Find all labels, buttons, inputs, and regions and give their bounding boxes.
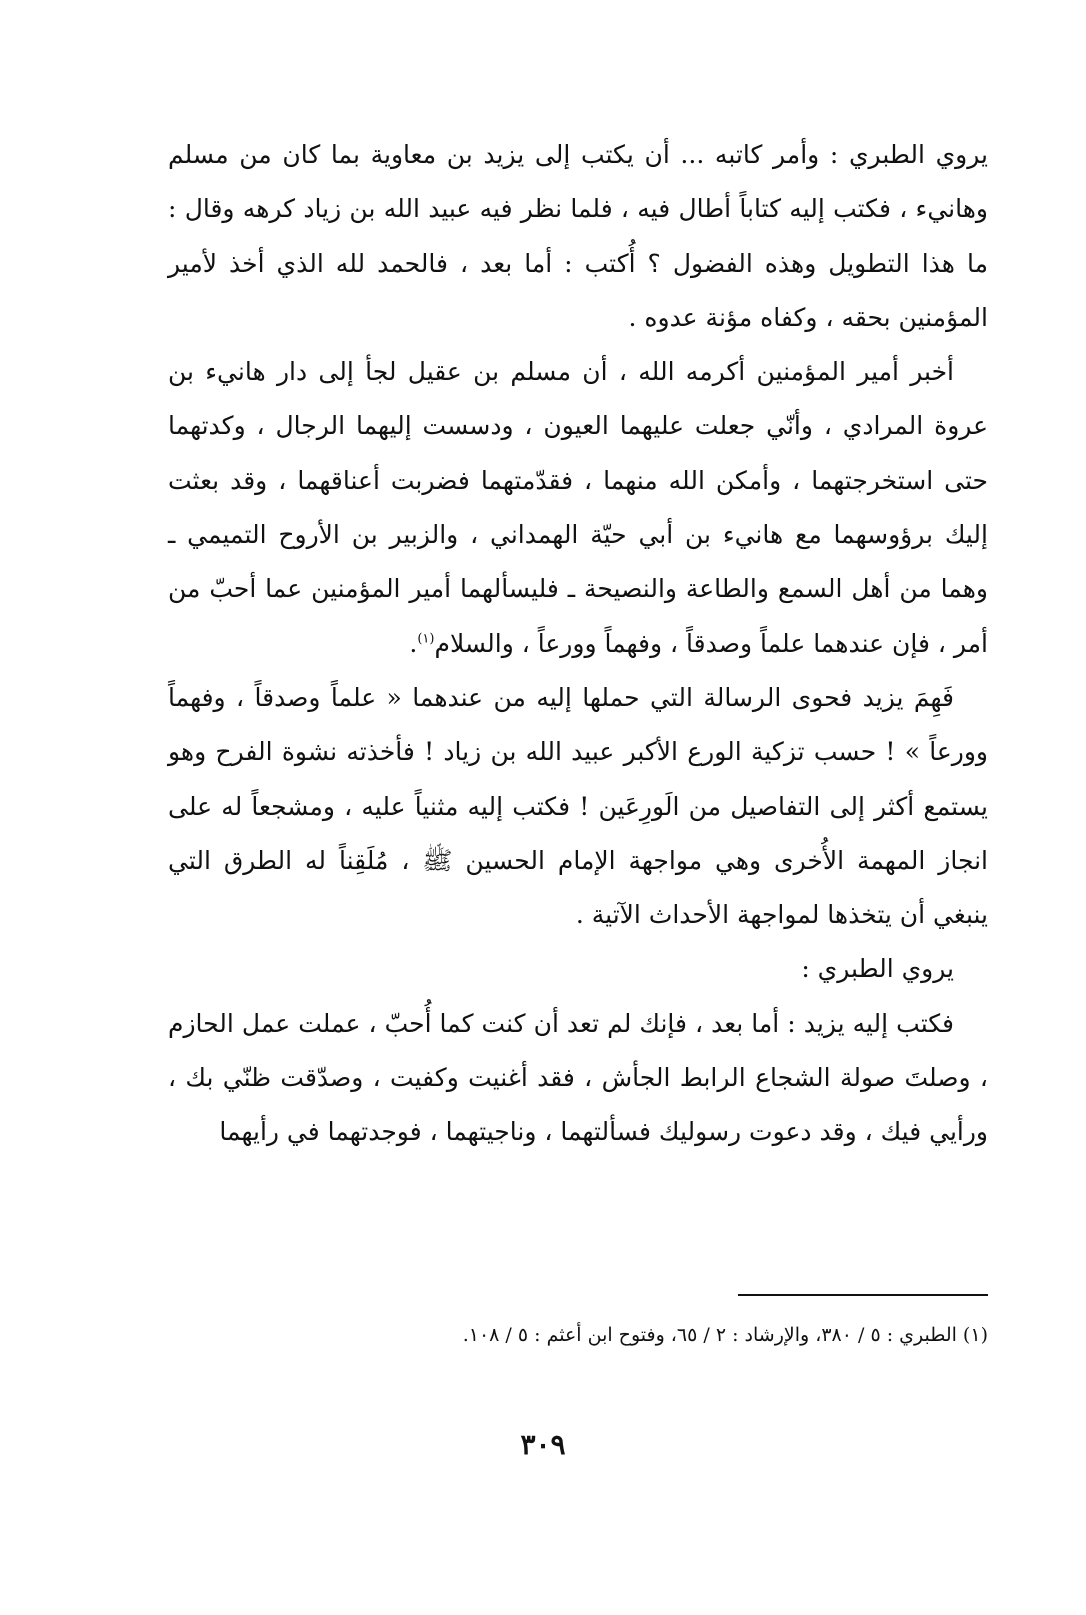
paragraph-yazid-understood [168,671,988,942]
footnote [168,1318,988,1352]
footnote-text: (١) الطبري : ٥ / ٣٨٠، والإرشاد : ٢ / ٦٥، وفتوح ابن أعثم : ٥ / ١٠٨. [462,1324,988,1346]
body-text [168,128,988,1160]
paragraph-text: يروي الطبري : وأمر كاتبه ... أن يكتب إلى يزيد بن معاوية بما كان من مسلم وهانيء ، فكتب إليه كتاباً أطال فيه ، فلما نظر فيه عبيد الله بن زياد كرهه وقال : ما هذا التطويل وهذه الفضول ؟ أُكتب : أما بعد ، فالحمد لله الذي أخذ لأمير المؤمنين بحقه ، وكفاه مؤنة عدوه . [168,140,988,332]
paragraph-tabari-heading [168,942,988,996]
paragraph-text: يروي الطبري : [801,954,954,984]
paragraph-tabari-letter-intro [168,128,988,345]
page-number: ٣٠٩ [520,1428,566,1461]
footnote-divider [738,1294,988,1296]
paragraph-text: فكتب إليه يزيد : أما بعد ، فإنك لم تعد أن كنت كما أُحبّ ، عملت عمل الحازم ، وصلتَ صولة الشجاع الرابط الجأش ، فقد أغنيت وكفيت ، وصدّقت ظنّي بك ، ورأيي فيك ، وقد دعوت رسوليك فسألتهما ، وناجيتهما ، فوجدتهما في رأيهما [168,1008,988,1147]
paragraph-tail: . [409,628,418,658]
footnote-reference[interactable]: (١) [417,631,435,647]
paragraph-text: فَهِمَ يزيد فحوى الرسالة التي حملها إليه من عندهما « علماً وصدقاً ، وفهماً وورعاً » ! حسب تزكية الورع الأكبر عبيد الله بن زياد ! فأخذته نشوة الفرح وهو يستمع أكثر إلى التفاصيل من الَورِعَين ! فكتب إليه مثنياً عليه ، ومشجعاً له على انجاز المهمة الأُخرى وهي مواجهة الإمام الحسين ﷺ ، مُلَقِناً له الطرق التي ينبغي أن يتخذها لمواجهة الأحداث الآتية . [168,682,988,930]
paragraph-text: أخبر أمير المؤمنين أكرمه الله ، أن مسلم بن عقيل لجأ إلى دار هانيء بن عروة المرادي ، وأنّي جعلت عليهما العيون ، ودسست إليهما الرجال ، وكدتهما حتى استخرجتهما ، وأمكن الله منهما ، فقدّمتهما فضربت أعناقهما ، وقد بعثت إليك برؤوسهما مع هانيء بن أبي حيّة الهمداني ، والزبير بن الأروح التميمي ـ وهما من أهل السمع والطاعة والنصيحة ـ فليسألهما أمير المؤمنين عما أحبّ من أمر ، فإن عندهما علماً وصدقاً ، وفهماً وورعاً ، والسلام [168,357,988,658]
paragraph-letter-body [168,345,988,671]
paragraph-yazid-reply [168,997,988,1160]
